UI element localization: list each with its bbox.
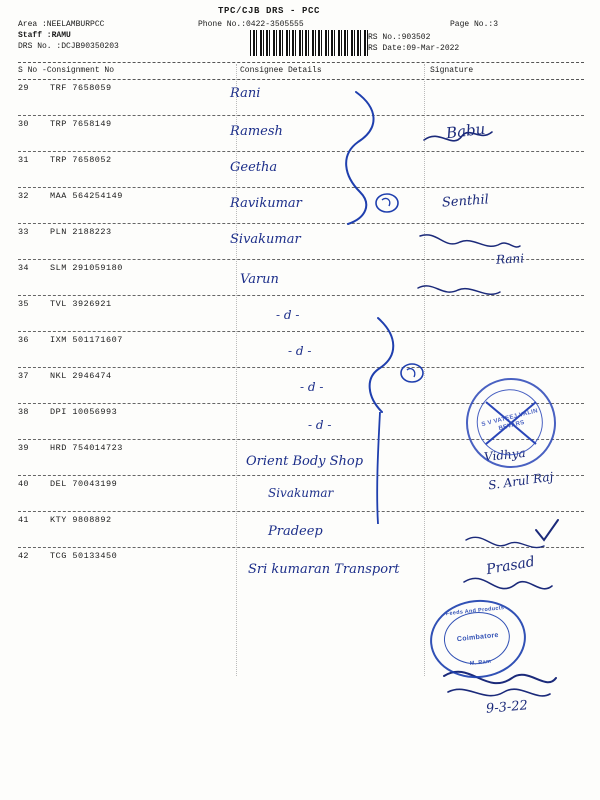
row-consignment: NKL 2946474 — [50, 371, 112, 381]
row-consignee-handwritten: Geetha — [230, 160, 278, 175]
col-header-consignee: Consignee Details — [240, 66, 322, 75]
row-consignee-handwritten: Ramesh — [230, 124, 283, 139]
row-consignee-handwritten: - d - — [300, 380, 324, 394]
stamp-label-feeds: Feeds And Products — [445, 605, 505, 618]
row-sno: 42 — [18, 551, 29, 561]
stamp-label-coimbatore: Coimbatore — [456, 631, 500, 644]
table-column-headers — [18, 66, 584, 78]
table-row — [18, 469, 584, 512]
header-area: Area :NEELAMBURPCC — [18, 20, 105, 29]
row-consignment: KTY 9808892 — [50, 515, 112, 525]
row-sno: 36 — [18, 335, 29, 345]
table-row — [18, 512, 584, 548]
header-rs-number: RS No.:903502 — [368, 33, 431, 42]
row-consignment: TRP 7658149 — [50, 119, 112, 129]
row-consignment: TVL 3926921 — [50, 299, 112, 309]
date-annotation: 9-3-22 — [485, 698, 529, 717]
header-divider — [18, 62, 584, 63]
row-sno: 41 — [18, 515, 29, 525]
row-consignee-handwritten: - d - — [288, 344, 312, 358]
table-row — [18, 188, 584, 224]
row-consignment: TRF 7658059 — [50, 83, 112, 93]
table-row — [18, 251, 584, 296]
header-title: TPC/CJB DRS - PCC — [218, 6, 321, 16]
row-consignment: DEL 70043199 — [50, 479, 118, 489]
row-consignment: PLN 2188223 — [50, 227, 112, 237]
row-consignment: TRP 7658052 — [50, 155, 112, 165]
row-consignee-handwritten: Sivakumar — [268, 486, 334, 500]
col-header-consignment: Consignment No — [46, 66, 115, 75]
row-sno: 30 — [18, 119, 29, 129]
row-consignment: HRD 754014723 — [50, 443, 123, 453]
row-consignee-handwritten: Varun — [240, 272, 279, 287]
row-consignment: TCG 50133450 — [50, 551, 118, 561]
row-consignee-handwritten: Pradeep — [268, 524, 323, 539]
row-consignee-handwritten: Rani — [230, 86, 261, 101]
row-signature-handwritten: Prasad — [484, 553, 536, 579]
table-row — [18, 80, 584, 116]
row-signature-handwritten: Vidhya — [483, 445, 527, 465]
row-consignee-handwritten: Sivakumar — [230, 232, 301, 247]
row-sno: 34 — [18, 263, 29, 273]
table-row — [18, 152, 584, 188]
document-header — [18, 6, 584, 64]
header-page-number: Page No.:3 — [450, 20, 499, 29]
row-consignee-handwritten: Sri kumaran Transport — [248, 562, 400, 577]
row-signature-handwritten: Babu — [445, 119, 487, 143]
col-header-sno: S No — [18, 66, 38, 75]
col-header-sno-consignment: S No -Consignment No — [18, 66, 115, 75]
table-row — [18, 332, 584, 368]
row-sno: 38 — [18, 407, 29, 417]
stamp-label-ram: M. Ram — [469, 658, 492, 667]
row-consignee-handwritten: Ravikumar — [230, 196, 302, 211]
row-consignment: SLM 291059180 — [50, 263, 123, 273]
row-sno: 40 — [18, 479, 29, 489]
row-consignee-handwritten: Orient Body Shop — [246, 454, 364, 469]
header-drs-number: DRS No. :DCJB90350203 — [18, 42, 119, 51]
header-rs-date: RS Date:09-Mar-2022 — [368, 44, 460, 53]
row-sno: 29 — [18, 83, 29, 93]
row-sno: 33 — [18, 227, 29, 237]
row-sno: 31 — [18, 155, 29, 165]
row-signature-handwritten: S. Arul Raj — [487, 469, 555, 493]
row-consignee-handwritten: - d - — [308, 418, 332, 432]
stamp-label-vateej: S V VATEEJ VALIN BEVARS — [481, 408, 539, 433]
row-signature-handwritten: Senthil — [441, 192, 490, 211]
row-consignment: IXM 501171607 — [50, 335, 123, 345]
col-header-signature: Signature — [430, 66, 474, 75]
row-sno: 37 — [18, 371, 29, 381]
table-row — [18, 116, 584, 152]
table-row — [18, 296, 584, 332]
row-sno: 39 — [18, 443, 29, 453]
header-staff: Staff :RAMU — [18, 31, 71, 40]
round-stamp-coimbatore — [426, 595, 530, 683]
row-consignment: MAA 564254149 — [50, 191, 123, 201]
barcode-icon — [250, 30, 368, 56]
row-consignee-handwritten: - d - — [276, 308, 300, 322]
table-rows — [18, 80, 584, 583]
row-signature-handwritten: Rani — [495, 251, 525, 267]
row-sno: 35 — [18, 299, 29, 309]
table-row — [18, 548, 584, 583]
row-consignment: DPI 10056993 — [50, 407, 118, 417]
row-sno: 32 — [18, 191, 29, 201]
header-phone: Phone No.:0422-3505555 — [198, 20, 304, 29]
